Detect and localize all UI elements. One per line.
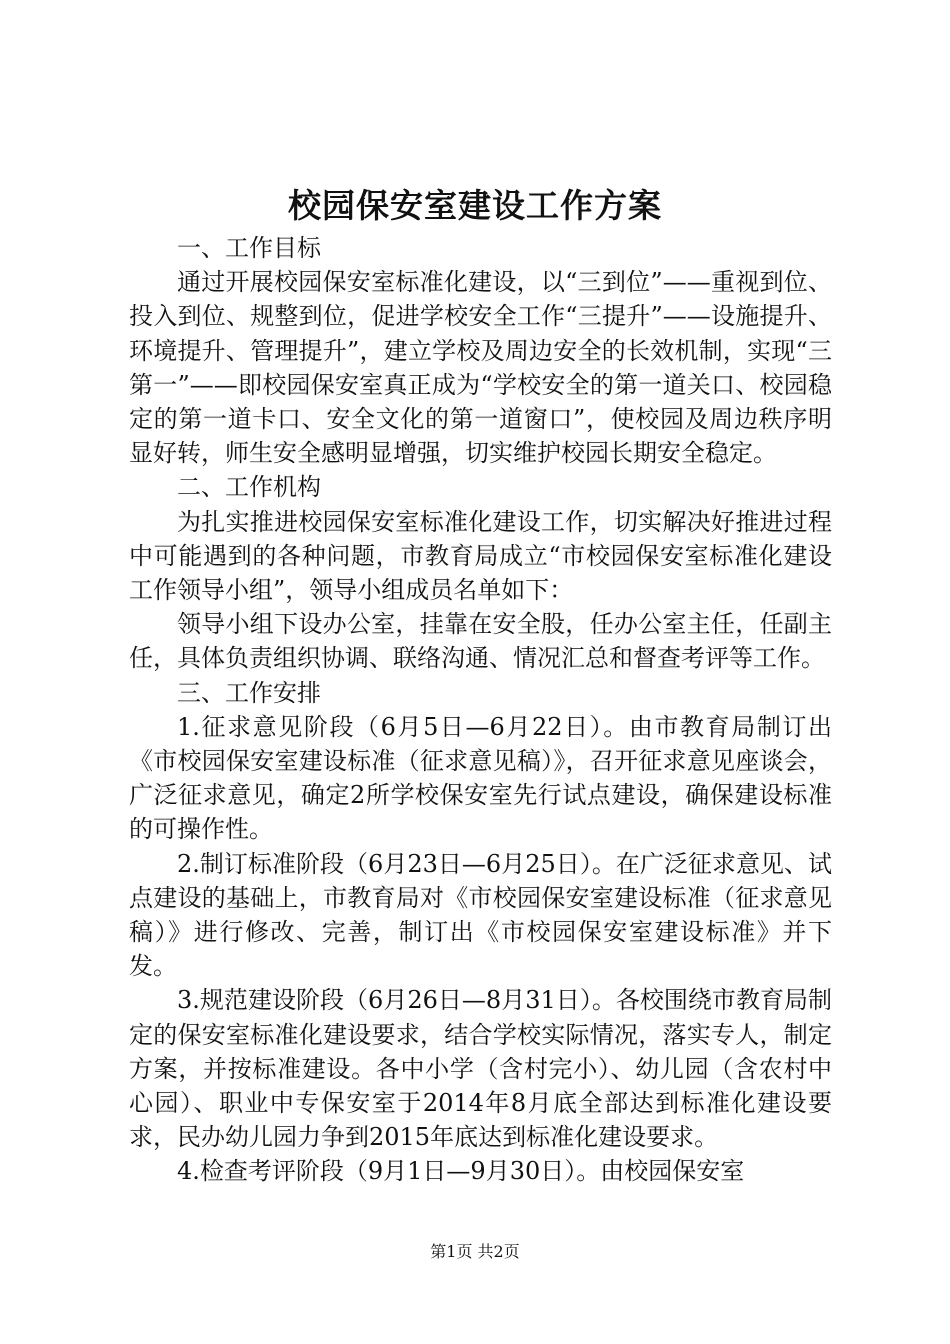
paragraph-stage-3: 3.规范建设阶段（6月26日—8月31日）。各校围绕市教育局制定的保安室标准化建设要求，结合学校实际情况，落实专人，制定方案，并按标准建设。各中小学（含村完小）、幼儿园（含农村中心园）、职业中专保安室于2014年8月底全部达到标准化建设要求，民办幼儿园力争到2015年底达到标准化建设要求。 (129, 986, 832, 1152)
paragraph-goal: 通过开展校园保安室标准化建设，以“三到位”——重视到位、投入到位、规整到位，促进学校安全工作“三提升”——设施提升、环境提升、管理提升”，建立学校及周边安全的长效机制，实现“三第一”——即校园保安室真正成为“学校安全的第一道关口、校园稳定的第一道卡口、安全文化的第一道窗口”，使校园及周边秩序明显好转，师生安全感明显增强，切实维护校园长期安全稳定。 (129, 268, 832, 468)
section-heading-goal: 一、工作目标 (177, 234, 321, 262)
paragraph-organization: 为扎实推进校园保安室标准化建设工作，切实解决好推进过程中可能遇到的各种问题，市教育局成立“市校园保安室标准化建设工作领导小组”，领导小组成员名单如下： (129, 507, 832, 605)
paragraph-stage-2: 2.制订标准阶段（6月23日—6月25日）。在广泛征求意见、试点建设的基础上，市教育局对《市校园保安室建设标准（征求意见稿）》进行修改、完善，制订出《市校园保安室建设标准》并下发。 (129, 849, 832, 981)
document-title: 校园保安室建设工作方案 (288, 186, 662, 225)
document-body (129, 231, 832, 1189)
paragraph-office: 领导小组下设办公室，挂靠在安全股，任办公室主任，任副主任，具体负责组织协调、联络沟通、情况汇总和督查考评等工作。 (129, 610, 832, 673)
section-heading-arrangement: 三、工作安排 (177, 678, 321, 707)
paragraph-stage-1: 1.征求意见阶段（6月5日—6月22日）。由市教育局制订出《市校园保安室建设标准（征求意见稿）》，召开征求意见座谈会，广泛征求意见，确定2所学校保安室先行试点建设，确保建设标准的可操作性。 (129, 712, 832, 844)
paragraph-stage-4: 4.检查考评阶段（9月1日—9月30日）。由校园保安室 (177, 1157, 745, 1186)
section-heading-organization: 二、工作机构 (177, 473, 321, 502)
page-footer: 第1页 共2页 (430, 1242, 520, 1261)
